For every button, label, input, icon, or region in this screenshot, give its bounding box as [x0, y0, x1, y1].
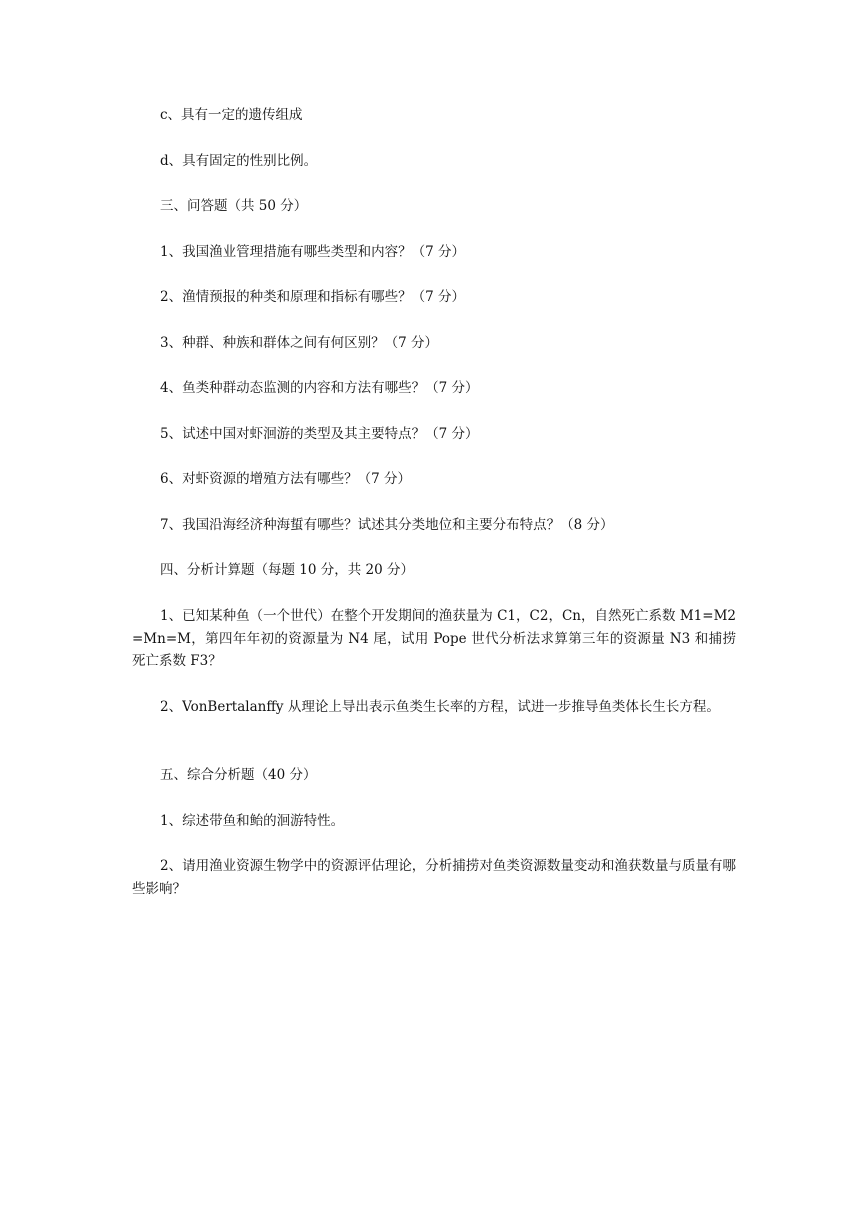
section-4-question-1: 1、已知某种鱼（一个世代）在整个开发期间的渔获量为 C1，C2，Cn，自然死亡系数 M1=M2=Mn=M，第四年年初的资源量为 N4 尾，试用 Pope 世代分析法求算第三年的资源量 N3 和捕捞死亡系数 F3？	[132, 608, 736, 669]
section-3-question-3: 3、种群、种族和群体之间有何区别？（7 分）	[160, 335, 438, 351]
section-4-question-2: 2、VonBertalanffy 从理论上导出表示鱼类生长率的方程，试进一步推导鱼类体长生长方程。	[160, 699, 720, 715]
section-3-question-7: 7、我国沿海经济种海蜇有哪些？试述其分类地位和主要分布特点？（8 分）	[160, 517, 614, 533]
option-c: c、具有一定的遗传组成	[160, 107, 303, 123]
section-3-question-2: 2、渔情预报的种类和原理和指标有哪些？（7 分）	[160, 289, 465, 305]
section-3-question-4: 4、鱼类种群动态监测的内容和方法有哪些？（7 分）	[160, 380, 479, 396]
section-5-heading: 五、综合分析题（40 分）	[160, 767, 317, 783]
section-3-question-5: 5、试述中国对虾洄游的类型及其主要特点？（7 分）	[160, 426, 479, 442]
section-5-question-1: 1、综述带鱼和鲐的洄游特性。	[160, 813, 345, 829]
section-3-heading: 三、问答题（共 50 分）	[160, 198, 308, 214]
section-5-question-2: 2、请用渔业资源生物学中的资源评估理论，分析捕捞对鱼类资源数量变动和渔获数量与质量有哪些影响？	[132, 858, 736, 897]
section-4-heading: 四、分析计算题（每题 10 分，共 20 分）	[160, 562, 415, 578]
section-3-question-1: 1、我国渔业管理措施有哪些类型和内容？（7 分）	[160, 244, 465, 260]
section-3-question-6: 6、对虾资源的增殖方法有哪些？（7 分）	[160, 471, 411, 487]
option-d: d、具有固定的性别比例。	[160, 153, 318, 169]
